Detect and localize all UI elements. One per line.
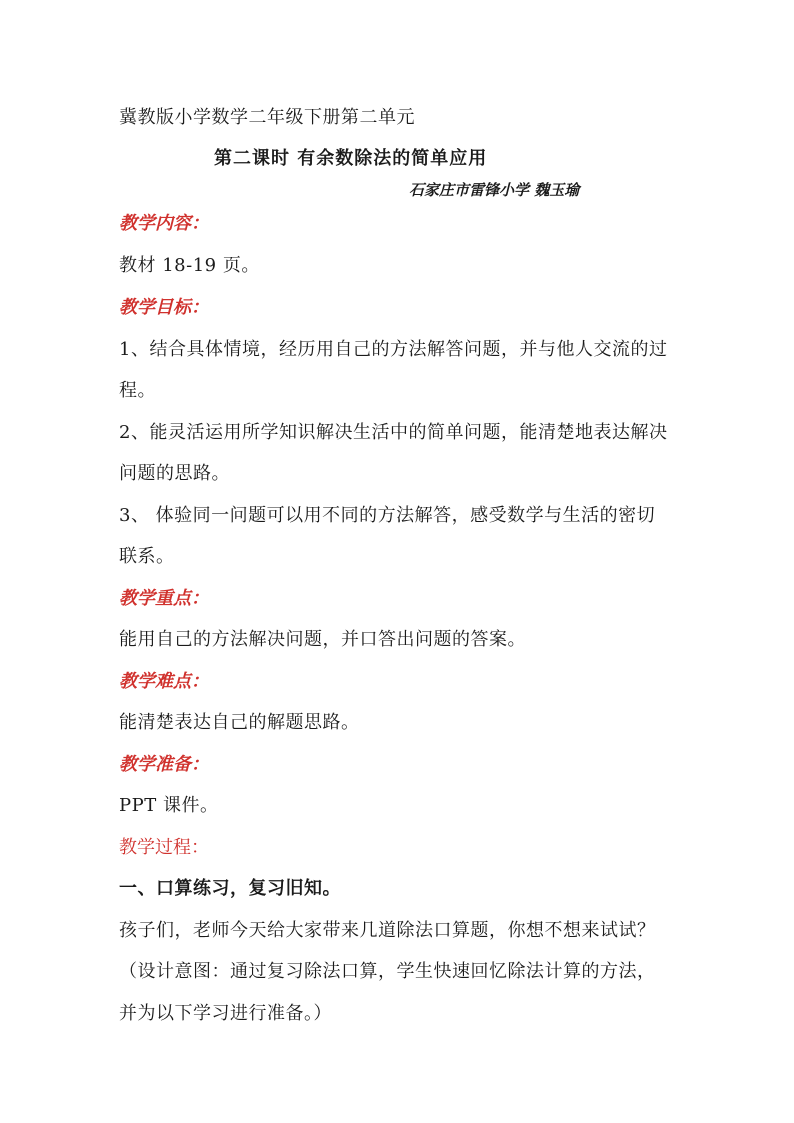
- preparation-heading: 教学准备：: [119, 754, 209, 775]
- goal-2-line-1: 2、能灵活运用所学知识解决生活中的简单问题，能清楚地表达解决: [119, 422, 668, 443]
- preparation-text: PPT 课件。: [119, 795, 219, 816]
- goal-2-line-2: 问题的思路。: [119, 463, 230, 484]
- author-line: 石家庄市雷锋小学 魏玉瑜: [409, 181, 580, 199]
- key-points-text: 能用自己的方法解决问题，并口答出问题的答案。: [119, 629, 526, 650]
- part-1-line-3: 并为以下学习进行准备。）: [119, 1003, 332, 1024]
- lesson-title: 第二课时 有余数除法的简单应用: [214, 148, 488, 169]
- part-1-heading: 一、口算练习，复习旧知。: [119, 878, 341, 899]
- key-points-heading: 教学重点：: [119, 588, 209, 609]
- book-unit-line: 冀教版小学数学二年级下册第二单元: [119, 107, 415, 128]
- goal-1-line-2: 程。: [119, 380, 156, 401]
- goal-3-line-2: 联系。: [119, 546, 175, 567]
- goals-heading: 教学目标：: [119, 297, 209, 318]
- content-text: 教材 18-19 页。: [119, 255, 260, 276]
- difficult-points-heading: 教学难点：: [119, 671, 209, 692]
- part-1-line-2: （设计意图：通过复习除法口算，学生快速回忆除法计算的方法，: [119, 961, 656, 982]
- part-1-line-1: 孩子们，老师今天给大家带来几道除法口算题，你想不想来试试？: [119, 920, 656, 941]
- goal-3-line-1: 3、 体验同一问题可以用不同的方法解答，感受数学与生活的密切: [119, 505, 656, 526]
- goal-1-line-1: 1、结合具体情境，经历用自己的方法解答问题，并与他人交流的过: [119, 339, 668, 360]
- process-heading: 教学过程：: [119, 837, 209, 858]
- content-heading: 教学内容：: [119, 213, 209, 234]
- difficult-points-text: 能清楚表达自己的解题思路。: [119, 712, 360, 733]
